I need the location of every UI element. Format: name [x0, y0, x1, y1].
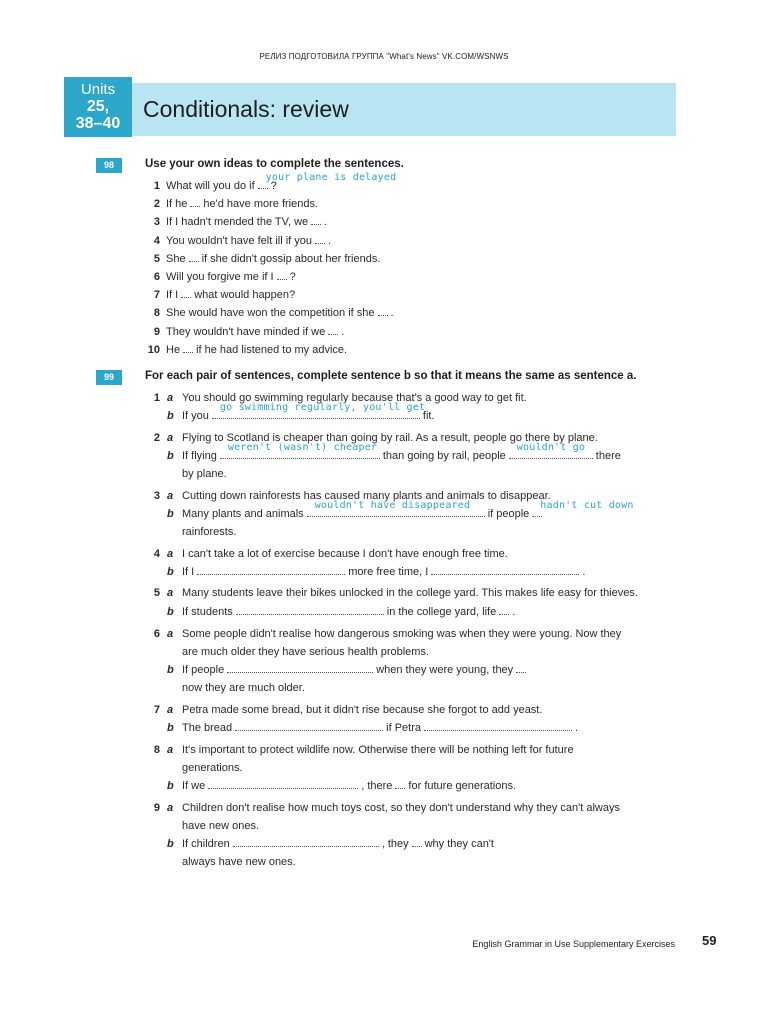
q-number: 8 [153, 744, 160, 756]
sentence-start: They wouldn't have minded if we [166, 325, 326, 338]
sentence-b-cont: rainforests. [182, 526, 237, 538]
handwritten-answer: wouldn't have disappeared [314, 500, 471, 511]
sentence-b-text: if people [487, 508, 530, 520]
answer-blank[interactable] [509, 442, 593, 459]
ex99-q8-a [130, 741, 676, 759]
sentence-b-cont: always have new ones. [182, 856, 296, 868]
sentence-b-text: If we [182, 780, 206, 792]
ex98-item [130, 268, 676, 286]
letter-a: a [167, 802, 174, 814]
ex99-q4-a [130, 545, 676, 563]
letter-a: a [167, 587, 174, 599]
ex99-q7-b [130, 719, 676, 737]
letter-b: b [167, 664, 174, 676]
sentence-start: He [166, 343, 181, 356]
sentence-b-text: more free time, I [348, 566, 429, 578]
ex99-q9-b [130, 835, 676, 853]
sentence-start: If I hadn't mended the TV, we [166, 216, 309, 229]
letter-a: a [167, 392, 174, 404]
sentence-b-text: If flying [182, 450, 217, 462]
answer-blank[interactable] [227, 661, 373, 673]
answer-blank[interactable] [412, 835, 422, 847]
sentence-end: if he had listened to my advice. [196, 343, 348, 356]
ex99-q6-cont [130, 679, 676, 697]
ex99-q3-cont [130, 523, 676, 541]
answer-blank[interactable] [431, 563, 579, 575]
ex98-item [130, 213, 676, 231]
sentence-end: what would happen? [194, 289, 296, 302]
item-number: 5 [153, 252, 160, 265]
book-title-footer: English Grammar in Use Supplementary Exercises [472, 939, 675, 949]
sentence-b-text: , they [381, 838, 409, 850]
ex99-q9-cont [130, 853, 676, 871]
answer-blank[interactable] [378, 304, 388, 316]
sentence-b-text: if Petra [386, 722, 422, 734]
exercise-98-number: 98 [96, 158, 122, 173]
answer-blank[interactable] [532, 500, 634, 517]
sentence-b-text: The bread [182, 722, 233, 734]
item-number: 7 [153, 289, 160, 302]
sentence-start: If I [166, 289, 179, 302]
sentence-b-text: If you [182, 410, 209, 422]
sentence-b-text: than going by rail, people [382, 450, 506, 462]
letter-b: b [167, 450, 174, 462]
answer-blank[interactable] [424, 719, 572, 731]
answer-blank[interactable] [181, 286, 191, 298]
item-number: 2 [153, 198, 160, 211]
answer-blank[interactable] [220, 442, 380, 459]
sentence-b-text: If students [182, 606, 233, 618]
ex99-q2-cont [130, 465, 676, 483]
sentence-b-text: fit. [422, 410, 435, 422]
item-number: 3 [153, 216, 160, 229]
ex98-item [130, 232, 676, 250]
answer-blank[interactable] [183, 341, 193, 353]
sentence-end: . [341, 325, 345, 338]
ex99-q6-a [130, 625, 676, 643]
unit-numbers-1: 25, [86, 98, 110, 115]
sentence-b-text: there [595, 450, 621, 462]
item-number: 9 [153, 325, 160, 338]
unit-numbers-2: 38–40 [75, 115, 121, 132]
answer-blank[interactable] [395, 777, 405, 789]
item-number: 6 [153, 271, 160, 283]
ex98-item [130, 341, 676, 359]
letter-b: b [167, 780, 174, 792]
q-number: 2 [153, 432, 160, 444]
ex98-item [130, 172, 676, 195]
sentence-b-text: in the college yard, life [386, 606, 497, 618]
sentence-b-cont: by plane. [182, 468, 227, 480]
answer-blank[interactable] [197, 563, 345, 575]
unit-label: Units [80, 81, 116, 98]
ex99-q5-a [130, 584, 676, 602]
sentence-a-cont: have new ones. [182, 820, 260, 832]
answer-blank[interactable] [258, 172, 397, 189]
answer-blank[interactable] [212, 402, 426, 419]
ex98-item [130, 323, 676, 341]
letter-a: a [167, 432, 174, 444]
sentence-b-text: when they were young, they [376, 664, 514, 676]
sentence-a: Flying to Scotland is cheaper than going by rail. As a result, people go there by plane. [182, 432, 598, 444]
ex99-q9-a-cont [130, 817, 676, 835]
sentence-start: What will you do if [166, 180, 255, 192]
q-number: 7 [153, 704, 160, 716]
answer-blank[interactable] [499, 603, 509, 615]
item-number: 1 [153, 180, 160, 192]
sentence-b-text: . [582, 566, 586, 578]
letter-b: b [167, 508, 174, 520]
answer-blank[interactable] [236, 603, 384, 615]
q-number: 1 [153, 392, 160, 404]
sentence-b-cont: now they are much older. [182, 682, 305, 694]
sentence-start: If he [166, 198, 188, 211]
letter-b: b [167, 606, 174, 618]
sentence-a: Petra made some bread, but it didn't rise because she forgot to add yeast. [182, 704, 543, 716]
sentence-end: if she didn't gossip about her friends. [201, 252, 381, 265]
sentence-start: You wouldn't have felt ill if you [166, 234, 313, 247]
sentence-a: Some people didn't realise how dangerous smoking was when they were young. Now they [182, 628, 622, 640]
ex99-q8-a-cont [130, 759, 676, 777]
sentence-b-text: . [575, 722, 579, 734]
sentence-b-text: . [512, 606, 516, 618]
handwritten-answer: go swimming regularly, you'll get [219, 402, 426, 413]
sentence-end: he'd have more friends. [203, 198, 319, 211]
ex99-q2-a [130, 429, 676, 447]
sentence-a: You should go swimming regularly because that's a good way to get fit. [182, 392, 527, 404]
q-number: 5 [153, 587, 160, 599]
sentence-start: She [166, 252, 186, 265]
answer-blank[interactable] [516, 661, 526, 673]
sentence-end: . [328, 234, 332, 247]
exercise-98-instruction: Use your own ideas to complete the sentences. [145, 158, 404, 170]
sentence-a: Children don't realise how much toys cost, so they don't understand why they can't always [182, 802, 620, 814]
sentence-a-cont: generations. [182, 762, 243, 774]
sentence-a: Many students leave their bikes unlocked in the college yard. This makes life easy for thieves. [182, 587, 638, 599]
ex99-q4-b [130, 563, 676, 581]
answer-blank[interactable] [328, 323, 338, 335]
sentence-a: It's important to protect wildlife now. Otherwise there will be nothing left for future [182, 744, 574, 756]
ex99-q1-b [130, 402, 676, 425]
answer-blank[interactable] [208, 777, 358, 789]
sentence-a-cont: are much older they have serious health problems. [182, 646, 430, 658]
sentence-start: She would have won the competition if she [166, 307, 375, 320]
exercise-99-number: 99 [96, 370, 122, 385]
page-number: 59 [702, 933, 717, 948]
ex99-q7-a [130, 701, 676, 719]
handwritten-answer: hadn't cut down [540, 500, 634, 511]
sentence-b-text: If children [182, 838, 230, 850]
answer-blank[interactable] [233, 835, 379, 847]
ex99-q5-b [130, 603, 676, 621]
page-title: Conditionals: review [143, 96, 349, 122]
ex99-q8-b [130, 777, 676, 795]
ex99-q6-b [130, 661, 676, 679]
item-number: 8 [153, 307, 160, 320]
ex98-item [130, 195, 676, 213]
letter-b: b [167, 722, 174, 734]
letter-a: a [167, 628, 174, 640]
ex98-item [130, 286, 676, 304]
q-number: 9 [153, 802, 160, 814]
sentence-end: . [390, 307, 394, 320]
exercise-99-instruction: For each pair of sentences, complete sentence b so that it means the same as sentence a. [145, 370, 637, 382]
letter-a: a [167, 744, 174, 756]
ex98-item [130, 304, 676, 322]
ex99-q9-a [130, 799, 676, 817]
letter-a: a [167, 704, 174, 716]
handwritten-answer: weren't (wasn't) cheaper [227, 442, 378, 453]
unit-badge [64, 77, 132, 137]
answer-blank[interactable] [315, 232, 325, 244]
sentence-b-text: , there [361, 780, 393, 792]
release-banner: РЕЛИЗ ПОДГОТОВИЛА ГРУППА "What's News" VK.COM/WSNWS [259, 52, 509, 61]
sentence-a: Cutting down rainforests has caused many plants and animals to disappear. [182, 490, 551, 502]
item-number: 10 [147, 343, 160, 356]
ex99-q6-a-cont [130, 643, 676, 661]
letter-b: b [167, 566, 174, 578]
sentence-b-text: If people [182, 664, 225, 676]
answer-blank[interactable] [307, 500, 485, 517]
q-number: 4 [153, 548, 160, 560]
ex99-q3-b [130, 500, 676, 523]
ex98-item [130, 250, 676, 268]
answer-blank[interactable] [311, 213, 321, 225]
letter-a: a [167, 490, 174, 502]
sentence-end: ? [289, 271, 296, 283]
letter-b: b [167, 410, 174, 422]
sentence-end: . [324, 216, 328, 229]
handwritten-answer: your plane is delayed [265, 172, 397, 183]
sentence-b-text: If I [182, 566, 195, 578]
q-number: 3 [153, 490, 160, 502]
sentence-start: Will you forgive me if I [166, 271, 274, 283]
q-number: 6 [153, 628, 160, 640]
answer-blank[interactable] [190, 195, 200, 207]
item-number: 4 [153, 234, 160, 247]
answer-blank[interactable] [277, 268, 287, 280]
sentence-b-text: why they can't [424, 838, 494, 850]
handwritten-answer: wouldn't go [516, 442, 586, 453]
answer-blank[interactable] [235, 719, 383, 731]
sentence-b-text: Many plants and animals [182, 508, 304, 520]
title-bar [132, 83, 676, 136]
ex99-q2-b [130, 442, 676, 465]
answer-blank[interactable] [189, 250, 199, 262]
sentence-b-text: for future generations. [408, 780, 517, 792]
letter-b: b [167, 838, 174, 850]
sentence-end: ? [270, 180, 277, 192]
sentence-a: I can't take a lot of exercise because I don't have enough free time. [182, 548, 508, 560]
letter-a: a [167, 548, 174, 560]
